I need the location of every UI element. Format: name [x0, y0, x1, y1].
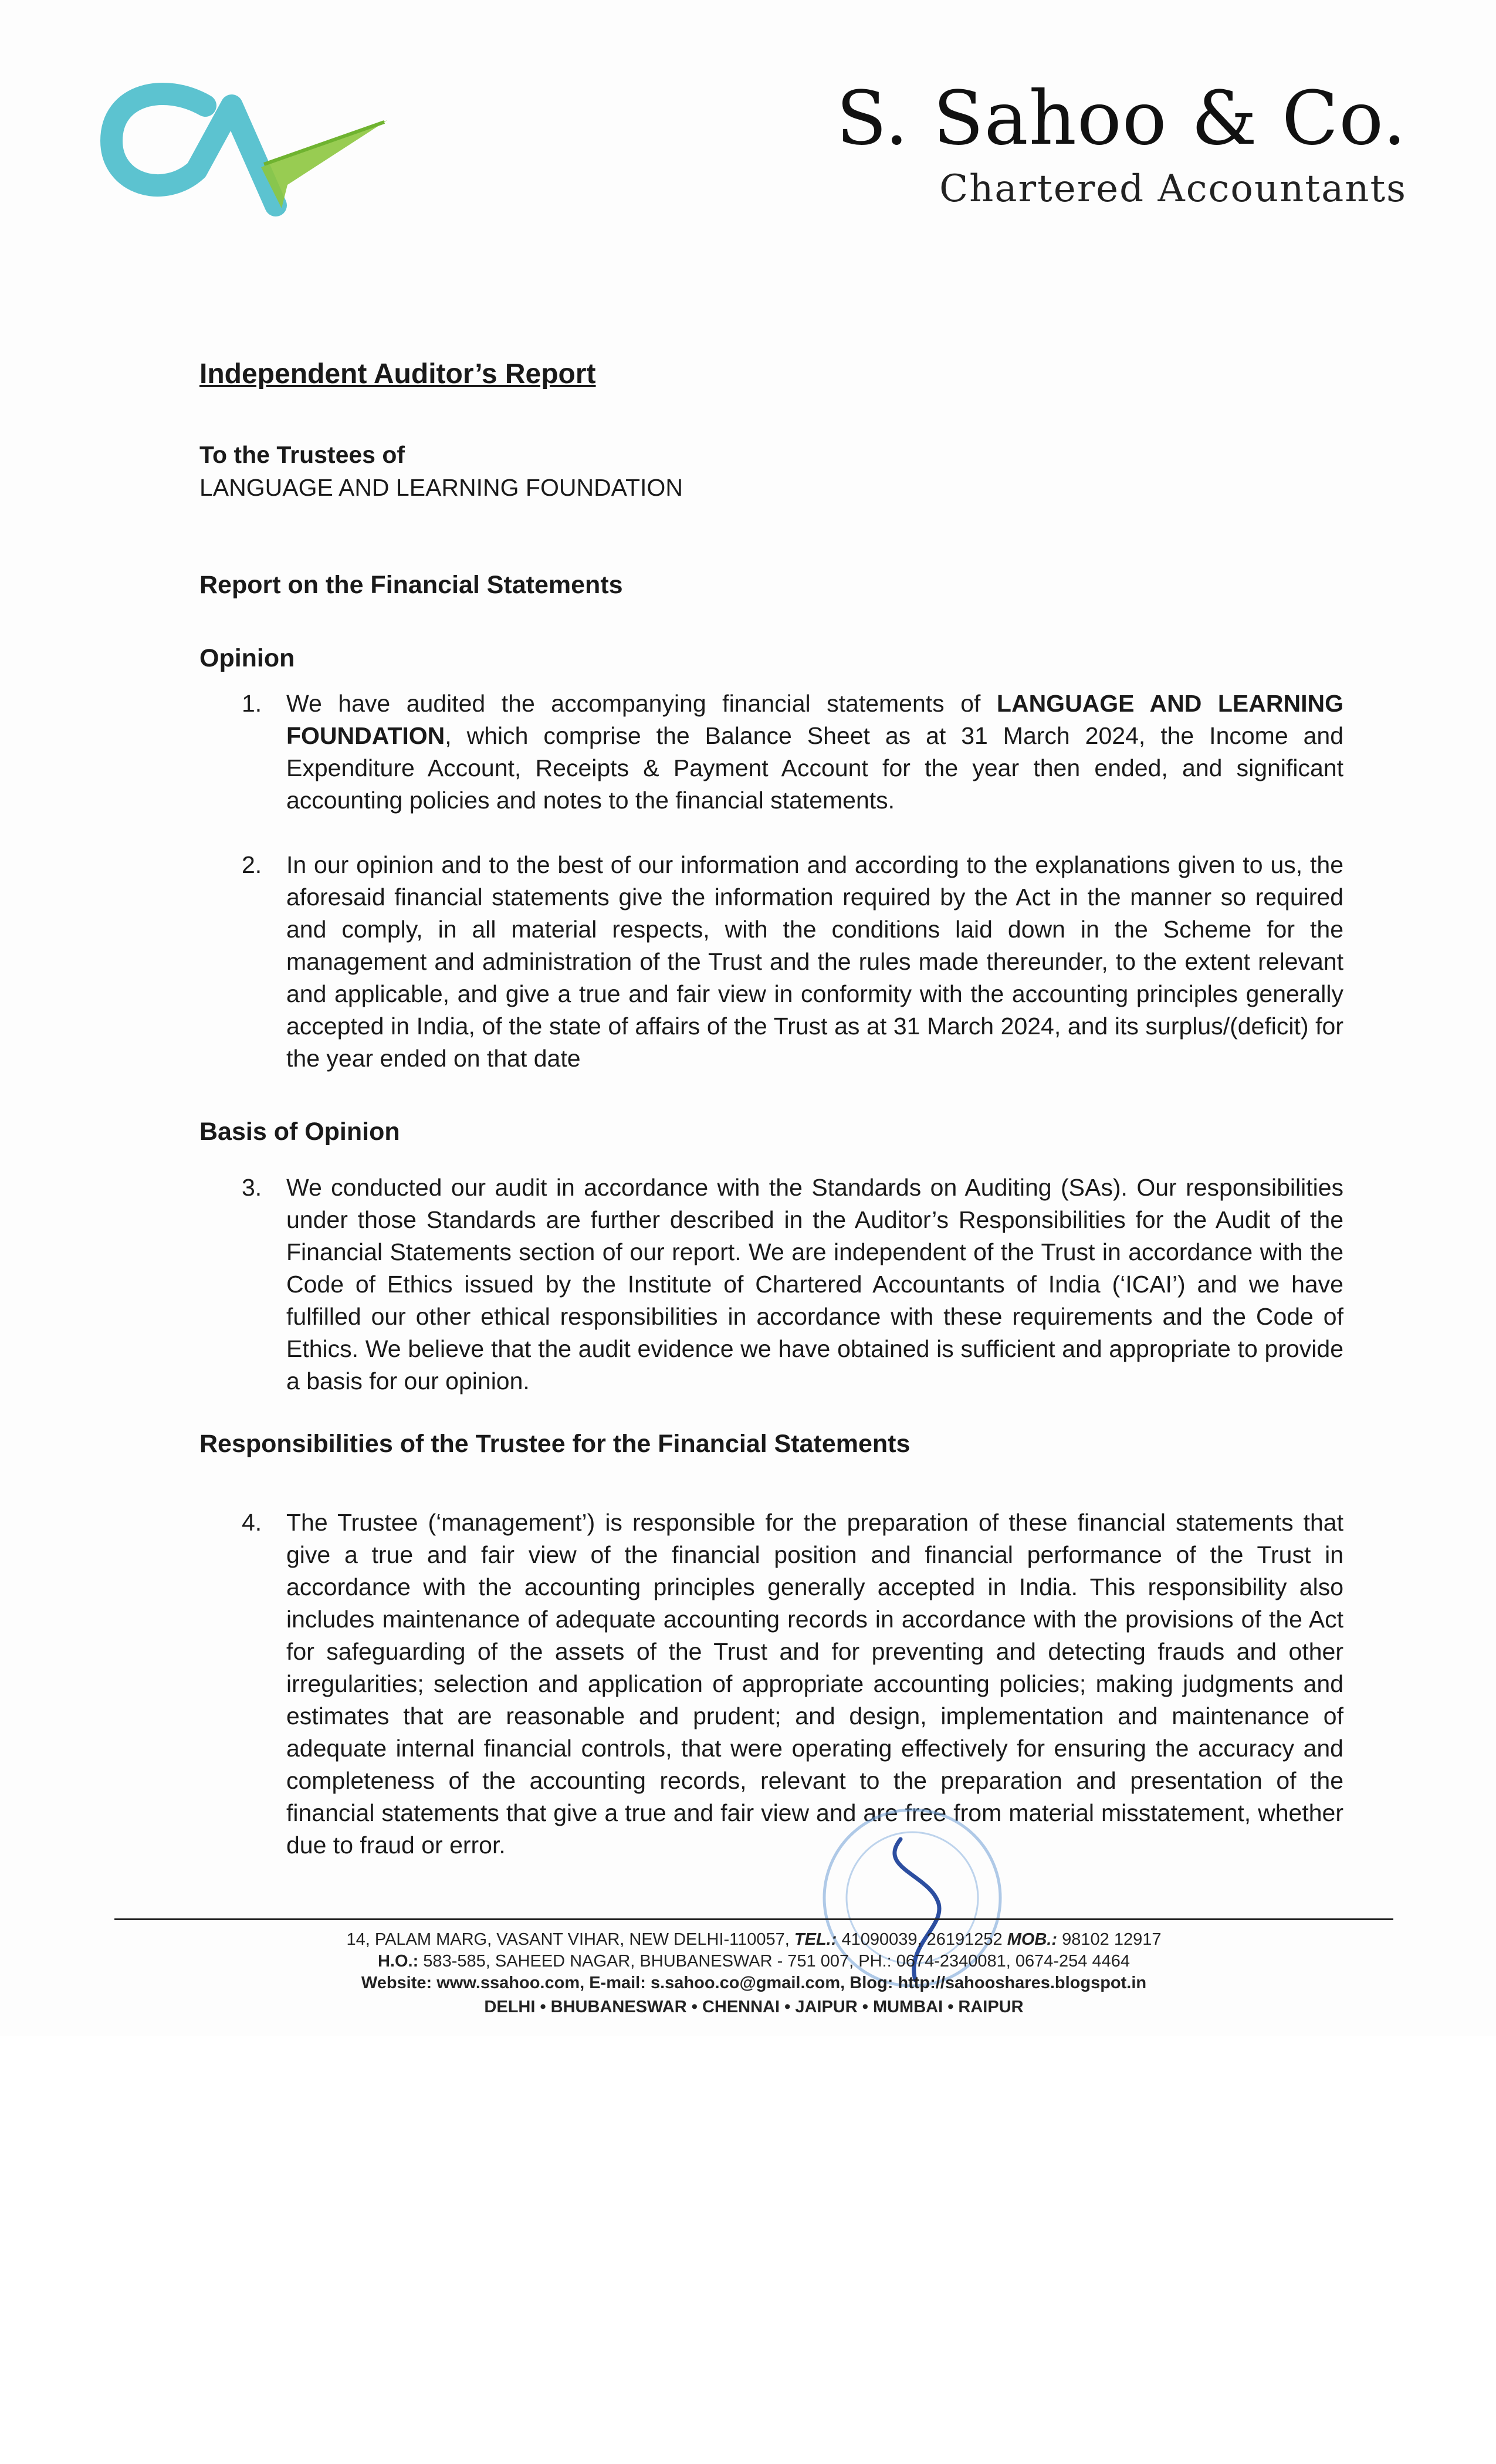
- section-report-heading: Report on the Financial Statements: [199, 571, 623, 599]
- paragraph-number: 1.: [242, 690, 262, 717]
- firm-subtitle: Chartered Accountants: [939, 167, 1407, 211]
- paragraph-text: In our opinion and to the best of our information and according to the explanations given to us, the aforesaid financial statements give the information required by the Act in the manner so required and comply, in all material respects, with the conditions laid down in the Scheme for the management and administration of the Trust and the rules made thereunder, to the extent relevant and applicable, and give a true and fair view in conformity with the accounting principles generally accepted in India, of the state of affairs of the Trust as at 31 March 2024, and its surplus/(deficit) for the year ended on that date: [286, 851, 1343, 1072]
- entity-name: LANGUAGE AND LEARNING FOUNDATION: [286, 690, 1343, 749]
- footer-mob-label: MOB.:: [1007, 1930, 1058, 1949]
- paragraph-3: [199, 1172, 1343, 1397]
- footer-address: 14, PALAM MARG, VASANT VIHAR, NEW DELHI-110057,: [346, 1930, 794, 1949]
- paragraph-number: 2.: [242, 851, 262, 878]
- paragraph-text: The Trustee (‘management’) is responsible for the preparation of these financial statements that give a true and fair view of the financial position and financial performance of the Trust in accordance with the accounting principles generally accepted in India. This responsibility also includes maintenance of adequate accounting records in accordance with the provisions of the Act for safeguarding of the assets of the Trust and for preventing and detecting frauds and other irregularities; selection and application of appropriate accounting policies; making judgments and estimates that are reasonable and prudent; and design, implementation and maintenance of adequate internal financial controls, that were operating effectively for ensuring the accuracy and completeness of the accounting records, relevant to the preparation and presentation of the financial statements that give a true and fair view and are free from material misstatement, whether due to fraud or error.: [286, 1509, 1343, 1859]
- footer-mob-value: 98102 12917: [1057, 1930, 1162, 1949]
- paragraph-number: 3.: [242, 1174, 262, 1201]
- footer-divider: [114, 1918, 1393, 1920]
- addressee-line1: To the Trustees of: [199, 441, 405, 468]
- report-title: Independent Auditor’s Report: [199, 358, 596, 390]
- footer-tel-label: TEL.:: [794, 1930, 837, 1949]
- paragraph-lead: We have audited the accompanying financial statements of: [286, 690, 997, 717]
- paragraph-4: [199, 1507, 1343, 1861]
- section-basis-heading: Basis of Opinion: [199, 1118, 400, 1146]
- footer: [114, 1929, 1393, 2018]
- paragraph-number: 4.: [242, 1509, 262, 1536]
- section-responsibilities-heading: Responsibilities of the Trustee for the Financial Statements: [199, 1430, 911, 1458]
- footer-tel-value: 41090039, 26191252: [837, 1930, 1007, 1949]
- section-opinion-heading: Opinion: [199, 644, 295, 672]
- paragraph-text: [286, 688, 1343, 817]
- footer-web-line: Website: www.ssahoo.com, E-mail: s.sahoo.co@gmail.com, Blog: http://sahooshares.blogspot.in: [361, 1974, 1147, 1992]
- footer-cities: DELHI • BHUBANESWAR • CHENNAI • JAIPUR • MUMBAI • RAIPUR: [484, 1998, 1024, 2016]
- paragraph-1: [199, 688, 1343, 817]
- firm-name: S. Sahoo & Co.: [836, 75, 1407, 161]
- addressee-line2: LANGUAGE AND LEARNING FOUNDATION: [199, 474, 683, 501]
- footer-ho-label: H.O.:: [377, 1952, 419, 1971]
- footer-ho-value: 583-585, SAHEED NAGAR, BHUBANESWAR - 751 007, PH.: 0674-2340081, 0674-254 4464: [418, 1952, 1131, 1971]
- paragraph-2: [199, 849, 1343, 1075]
- footer-address-line: [114, 1929, 1393, 1951]
- paragraph-text: We conducted our audit in accordance with the Standards on Auditing (SAs). Our responsibilities under those Standards are further described in the Auditor’s Responsibilities for the Audit of the Financial Statements section of our report. We are independent of the Trust in accordance with the Code of Ethics issued by the Institute of Chartered Accountants of India (‘ICAI’) and we have fulfilled our other ethical responsibilities in accordance with these requirements and the Code of Ethics. We believe that the audit evidence we have obtained is sufficient and appropriate to provide a basis for our opinion.: [286, 1174, 1343, 1395]
- paragraph-rest: , which comprise the Balance Sheet as at 31 March 2024, the Income and Expenditure Account, Receipts & Payment Account for the year then ended, and significant accounting policies and notes to the financial statements.: [286, 722, 1343, 814]
- footer-ho-line: [114, 1951, 1393, 1972]
- ca-logo-icon: [94, 70, 399, 223]
